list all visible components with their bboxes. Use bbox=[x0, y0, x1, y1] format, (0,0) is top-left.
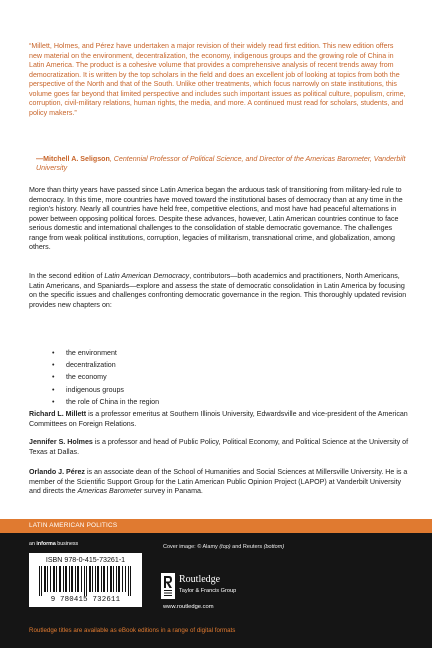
informa-business-label bbox=[29, 541, 78, 547]
author-bio-text: is a professor and head of Public Policy, Political Economy, and Political Science at the University of Texas at Dallas. bbox=[29, 438, 409, 456]
informa-suffix: business bbox=[55, 541, 79, 547]
informa-brand: informa bbox=[36, 541, 56, 547]
author-bio-text: is a professor emeritus at Southern Illinois University, Edwardsville and vice-president of the American Committees on Foreign Relations. bbox=[29, 410, 408, 428]
author-bio-perez bbox=[29, 468, 409, 497]
author-bio-millett bbox=[29, 410, 409, 429]
attribution-title: , Centennial Professor of Political Science, and Director of the Americas Barometer, Vanderbilt University bbox=[36, 155, 406, 173]
author-bio-holmes bbox=[29, 438, 409, 457]
barcode-digits: 9 780415 732611 bbox=[50, 596, 121, 604]
author-name: Orlando J. Pérez bbox=[29, 468, 85, 476]
barcode-icon bbox=[33, 566, 138, 596]
publisher-url[interactable]: www.routledge.com bbox=[163, 604, 214, 610]
series-bar bbox=[0, 519, 432, 533]
description-paragraph-2 bbox=[29, 272, 407, 310]
praise-attribution bbox=[36, 155, 408, 174]
paragraph2-rest: , contributors—both academics and practitioners, North Americans, Latin Americans, and Spaniards—explore and assess the state of democratic consolidation in Latin America by focusing on the specific issues and challenges confronting democratic governance in the region. This thoroughly updated revision provides new chapters on: bbox=[29, 272, 407, 309]
ebook-note: Routledge titles are available as eBook editions in a range of digital formats bbox=[29, 627, 236, 634]
routledge-logo-icon bbox=[161, 573, 175, 599]
cover-credit-prefix: Cover image: © Alamy bbox=[163, 544, 220, 550]
praise-quote-text: “Millett, Holmes, and Pérez have undertaken a major revision of their widely read first edition. This new edition offers new material on the environment, decentralization, the economy, indigenous groups and the growing role of China in Latin America. The product is a cohesive volume that provides a comprehensive analysis of recent trends away from democratization. It is written by the top scholars in the field and does an excellent job of looking at topics from both the perspective of the North and that of the South. Unlike other treatments, which focus narrowly on state institutions, this volume goes far beyond that limited perspective and includes such important issues as political culture, populism, crime, corruption, civil-military relations, human rights, the media, and more. A continued must read for scholars, students, and policy makers.” bbox=[29, 42, 406, 117]
cover-credit-top: (top) bbox=[219, 544, 231, 550]
author-name: Jennifer S. Holmes bbox=[29, 438, 93, 446]
list-item: • the environment bbox=[52, 347, 159, 359]
author-bio-text-end: survey in Panama. bbox=[142, 487, 203, 495]
informa-prefix: an bbox=[29, 541, 37, 547]
cover-credit-mid: and Reuters bbox=[230, 544, 264, 550]
cover-credit-bottom: (bottom) bbox=[263, 544, 285, 550]
new-chapters-list bbox=[52, 347, 159, 408]
list-item: • the economy bbox=[52, 371, 159, 383]
list-item: • the role of China in the region bbox=[52, 396, 159, 408]
author-name: Richard L. Millett bbox=[29, 410, 87, 418]
book-title-inline: Latin American Democracy bbox=[104, 272, 190, 280]
series-label: LATIN AMERICAN POLITICS bbox=[29, 522, 118, 529]
description-paragraph-1: More than thirty years have passed since Latin America began the arduous task of transitioning from military-led rule to democracy. In this time, more countries have moved toward the institutional bases of democracy than at any time in the region’s history. Nearly all countries have held free, competitive elections, and most have had peaceful alternations in power between opposing political forces. Despite these advances, however, Latin American countries continue to face serious domestic and international challenges to the consolidation of stable democratic governance. The challenges range from weak political institutions, corruption, legacies of militarism, transnational crime, and globalization, among others. bbox=[29, 186, 403, 251]
barcode-box bbox=[29, 553, 142, 607]
paragraph2-lead: In the second edition of bbox=[29, 272, 105, 280]
list-item: • decentralization bbox=[52, 359, 159, 371]
publisher-name: Routledge bbox=[179, 574, 221, 585]
survey-title: Americas Barometer bbox=[77, 487, 143, 495]
praise-quote bbox=[29, 42, 407, 118]
list-item: • indigenous groups bbox=[52, 384, 159, 396]
cover-credit bbox=[163, 544, 284, 550]
attribution-name: —Mitchell A. Seligson bbox=[36, 155, 110, 163]
isbn-label: ISBN 978-0-415-73261-1 bbox=[45, 556, 126, 564]
publisher-subtitle: Taylor & Francis Group bbox=[179, 588, 237, 594]
author-bio-text: is an associate dean of the School of Humanities and Social Sciences at Millersville University. He is a member of the Scientific Support Group for the Latin American Public Opinion Project (LAPOP) at Vanderbilt University and directs the bbox=[29, 468, 408, 495]
